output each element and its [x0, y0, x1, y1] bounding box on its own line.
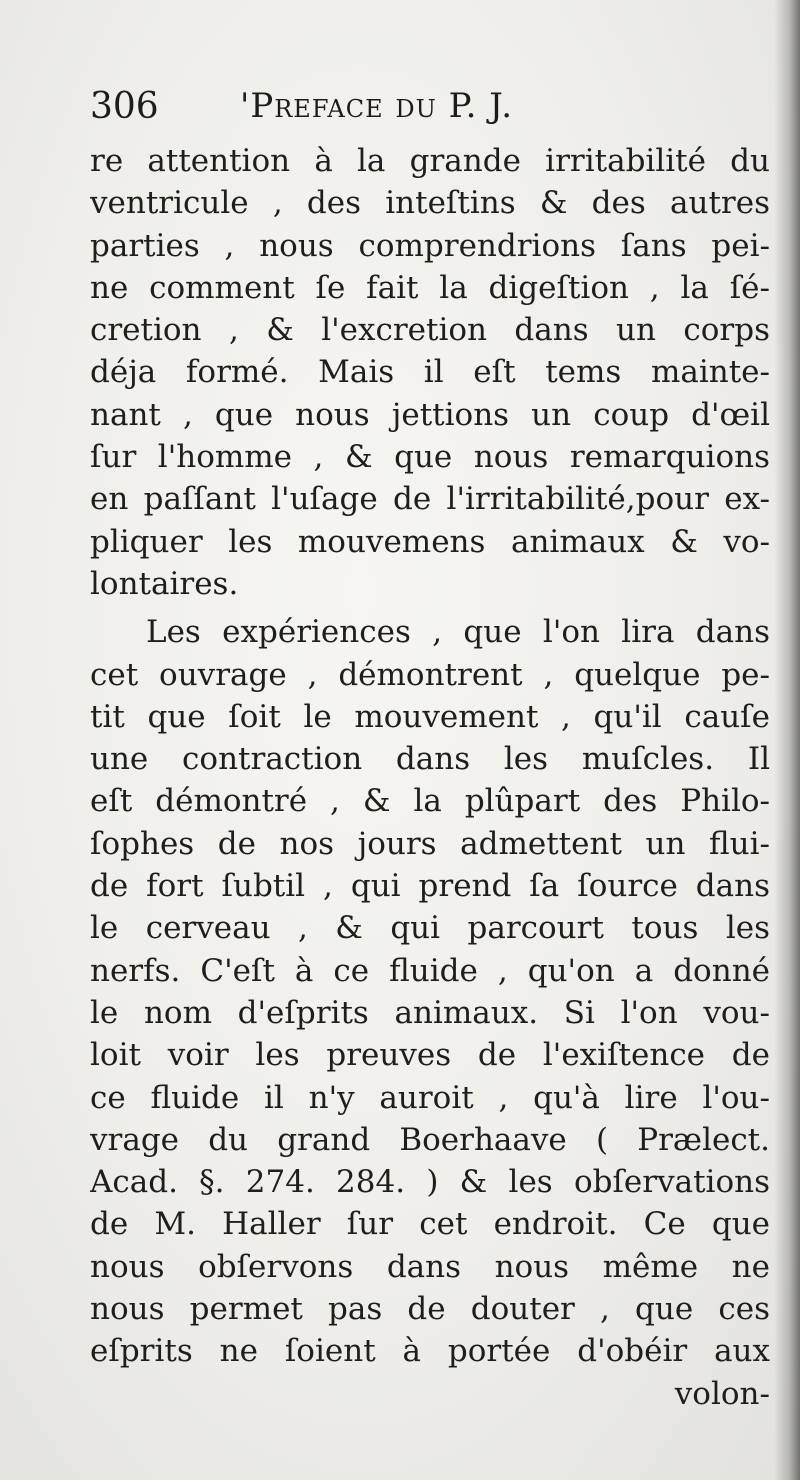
text-line: ventricule , des inteſtins & des autres [90, 185, 770, 222]
text-line: pliquer les mouvemens animaux & vo- [90, 523, 770, 560]
body-text [90, 140, 770, 1415]
text-line: ne comment ſe fait la digeſtion , la ſé- [90, 269, 770, 306]
text-line: cet ouvrage , démontrent , quelque pe- [90, 656, 770, 693]
text-line: le nom d'eſprits animaux. Si l'on vou- [90, 994, 770, 1031]
text-line: eſprits ne ſoient à portée d'obéir aux [90, 1333, 770, 1370]
text-line: ſur l'homme , & que nous remarquions [90, 439, 770, 476]
text-line: une contraction dans les muſcles. Il [90, 741, 770, 778]
page-header [90, 80, 770, 140]
catchword: volon- [674, 1375, 770, 1412]
text-line: eſt démontré , & la plûpart des Philo- [90, 783, 770, 820]
text-line: ſophes de nos jours admettent un flui- [90, 825, 770, 862]
text-line: nous obſervons dans nous même ne [90, 1248, 770, 1285]
text-line: en paſſant l'uſage de l'irritabilité,pour ex- [90, 481, 770, 518]
text-line: cretion , & l'excretion dans un corps [90, 312, 770, 349]
text-line: Les expériences , que l'on lira dans [146, 614, 770, 651]
page-number: 306 [90, 86, 159, 127]
text-line: vrage du grand Boerhaave ( Prælect. [90, 1121, 770, 1158]
text-line: Acad. §. 274. 284. ) & les obſervations [90, 1164, 770, 1201]
text-line: lontaires. [90, 565, 239, 602]
text-line: parties , nous comprendrions ſans pei- [90, 227, 770, 264]
text-line: loit voir les preuves de l'exiſtence de [90, 1037, 770, 1074]
paragraph-2 [90, 611, 770, 1372]
text-line: tit que ſoit le mouvement , qu'il cauſe [90, 698, 770, 735]
text-line: ce fluide il n'y auroit , qu'à lire l'ou- [90, 1079, 770, 1116]
text-line: nerfs. C'eſt à ce fluide , qu'on a donné [90, 952, 770, 989]
running-title: 'Preface du P. J. [240, 86, 514, 126]
page-edge-shadow [774, 0, 800, 1480]
paragraph-1 [90, 140, 770, 605]
text-line: de fort ſubtil , qui prend ſa ſource dans [90, 868, 770, 905]
text-line: nous permet pas de douter , que ces [90, 1291, 770, 1328]
text-line: de M. Haller ſur cet endroit. Ce que [90, 1206, 770, 1243]
text-line: re attention à la grande irritabilité du [90, 143, 770, 179]
text-line: le cerveau , & qui parcourt tous les [90, 910, 770, 947]
text-line: nant , que nous jettions un coup d'œil [90, 396, 770, 433]
text-line: déja formé. Mais il eſt tems mainte- [90, 354, 770, 391]
